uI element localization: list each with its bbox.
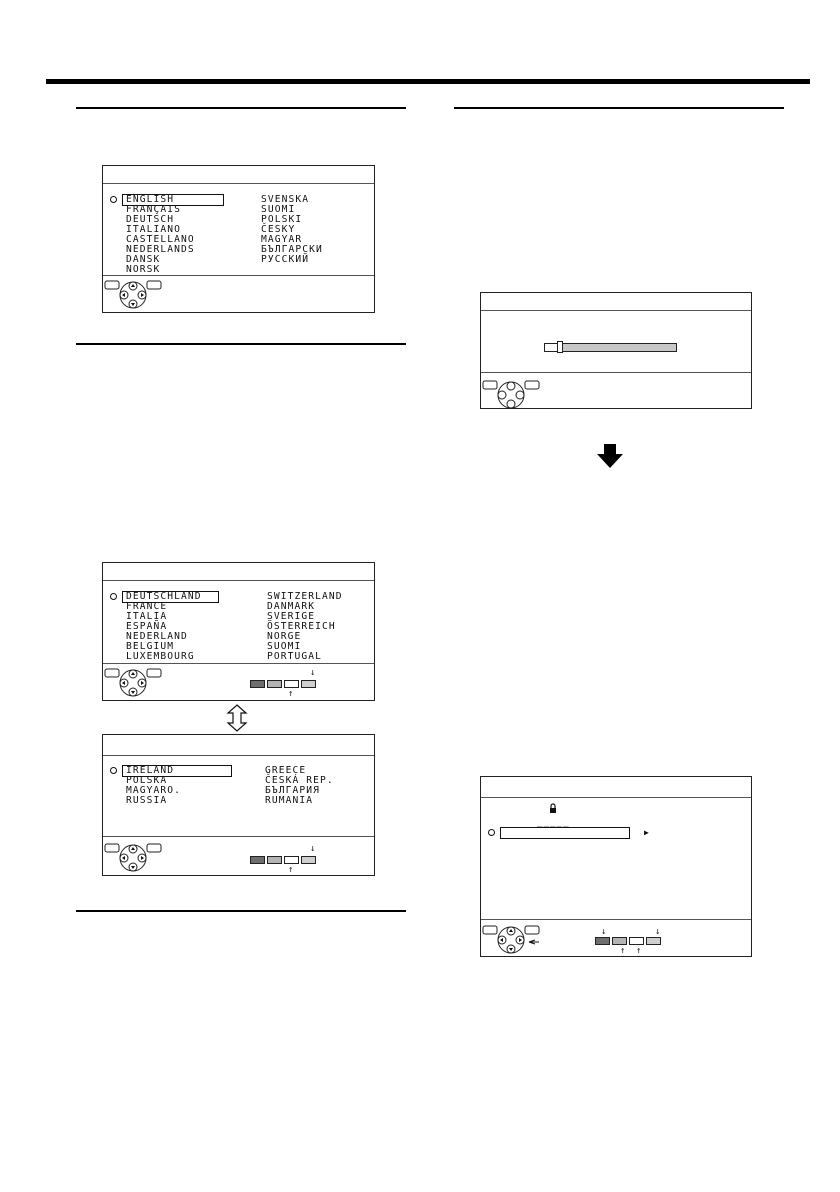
auto-scan-panel (480, 292, 752, 409)
panel-footer-divider (481, 372, 751, 373)
list-item[interactable]: POLSKA (126, 775, 168, 786)
cursor-marker (488, 829, 495, 836)
country-list-left (126, 766, 181, 806)
red-key (595, 937, 610, 945)
list-item[interactable]: РУССКИЙ (261, 254, 310, 265)
blue-key-arrow-icon: ↓ (655, 927, 661, 937)
list-item[interactable]: IRELAND (126, 765, 175, 776)
name-input-field[interactable] (500, 827, 630, 839)
red-key-arrow-icon: ↓ (601, 927, 607, 937)
color-key-bar (250, 680, 316, 688)
cursor-marker (110, 593, 117, 600)
yellow-key (284, 856, 299, 864)
section-rule-3 (76, 910, 406, 912)
green-key-arrow-icon: ↑ (620, 946, 626, 956)
list-item[interactable]: SUOMI (261, 204, 296, 215)
list-item[interactable]: NORGE (267, 631, 302, 642)
remote-dpad-icon (103, 840, 167, 874)
yellow-key (629, 937, 644, 945)
panel-title-divider (481, 310, 751, 311)
up-down-outline-arrow-icon (226, 704, 248, 732)
list-item[interactable]: ITALIA (126, 611, 168, 622)
list-item[interactable]: DEUTSCH (126, 214, 175, 225)
blue-key (646, 937, 661, 945)
scan-progress-knob (557, 341, 563, 353)
page-top-rule (46, 79, 810, 84)
list-item[interactable]: MAGYAR (261, 234, 303, 245)
list-item[interactable]: GREECE (265, 765, 307, 776)
panel-footer-divider (103, 663, 374, 664)
list-item[interactable]: NEDERLANDS (126, 244, 195, 255)
section-rule-2 (76, 343, 406, 345)
list-item[interactable]: NORSK (126, 264, 161, 275)
language-menu-panel (102, 165, 375, 313)
edit-program-panel (480, 776, 752, 957)
country-list-right (267, 592, 343, 662)
play-triangle-icon: ▶ (644, 828, 650, 837)
green-key (612, 937, 627, 945)
list-item[interactable]: ESPAÑA (126, 621, 168, 632)
list-item[interactable]: ČESKÁ REP. (265, 775, 334, 786)
panel-title-divider (103, 183, 374, 184)
language-list-right (261, 195, 323, 265)
remote-dpad-icon (481, 922, 553, 956)
list-item[interactable]: POLSKI (261, 214, 303, 225)
list-item[interactable]: PORTUGAL (267, 651, 323, 662)
panel-footer-divider (103, 275, 374, 276)
yellow-key-arrow-icon: ↑ (288, 689, 294, 699)
list-item[interactable]: DANMARK (267, 601, 316, 612)
list-item[interactable]: ITALIANO (126, 224, 182, 235)
list-item[interactable]: FRANCE (126, 601, 168, 612)
scan-progress-bar (544, 343, 677, 352)
section-rule-right (454, 107, 784, 109)
lock-icon (549, 803, 557, 814)
country-list-left (126, 592, 202, 662)
blue-key-arrow-icon: ↓ (310, 844, 316, 854)
cursor-marker (110, 767, 117, 774)
list-item[interactable]: БЪЛГАРСКИ (261, 244, 323, 255)
panel-title-divider (103, 755, 374, 756)
panel-footer-divider (481, 919, 751, 920)
list-item[interactable]: LUXEMBOURG (126, 651, 195, 662)
list-item[interactable]: ČESKY (261, 224, 296, 235)
down-arrow-icon (597, 444, 623, 468)
list-item[interactable]: ÖSTERREICH (267, 621, 336, 632)
list-item[interactable]: БЪЛГАРИЯ (265, 785, 321, 796)
list-item[interactable]: MAGYARO. (126, 785, 182, 796)
list-item[interactable]: ENGLISH (126, 194, 175, 205)
list-item[interactable]: BELGIUM (126, 641, 175, 652)
list-item[interactable]: DANSK (126, 254, 161, 265)
list-item[interactable]: FRANÇAIS (126, 204, 182, 215)
color-key-bar (595, 937, 661, 945)
country-menu-panel-2 (102, 734, 375, 876)
list-item[interactable]: SWITZERLAND (267, 591, 343, 602)
green-key (267, 856, 282, 864)
list-item[interactable]: DEUTSCHLAND (126, 591, 202, 602)
language-list-left (126, 195, 195, 275)
list-item[interactable]: NEDERLAND (126, 631, 188, 642)
list-item[interactable]: RUMANIA (265, 795, 314, 806)
list-item[interactable]: RUSSIA (126, 795, 168, 806)
yellow-key-arrow-icon: ↑ (636, 946, 642, 956)
remote-dpad-icon (103, 277, 167, 311)
remote-dpad-icon (481, 377, 545, 411)
list-item[interactable]: SUOMI (267, 641, 302, 652)
list-item[interactable]: SVENSKA (261, 194, 310, 205)
green-key (267, 680, 282, 688)
yellow-key-arrow-icon: ↑ (288, 865, 294, 875)
section-rule-1 (76, 107, 406, 109)
red-key (250, 680, 265, 688)
panel-title-divider (103, 580, 374, 581)
panel-title-divider (481, 797, 751, 798)
cursor-marker (110, 196, 117, 203)
blue-key (301, 680, 316, 688)
country-menu-panel-1 (102, 562, 375, 701)
country-list-right (265, 766, 334, 806)
yellow-key (284, 680, 299, 688)
code-dashes: _____ (537, 818, 570, 828)
list-item[interactable]: CASTELLANO (126, 234, 195, 245)
remote-dpad-icon (103, 665, 167, 699)
blue-key (301, 856, 316, 864)
list-item[interactable]: SVERIGE (267, 611, 316, 622)
blue-key-arrow-icon: ↓ (310, 668, 316, 678)
red-key (250, 856, 265, 864)
color-key-bar (250, 856, 316, 864)
panel-footer-divider (103, 836, 374, 837)
